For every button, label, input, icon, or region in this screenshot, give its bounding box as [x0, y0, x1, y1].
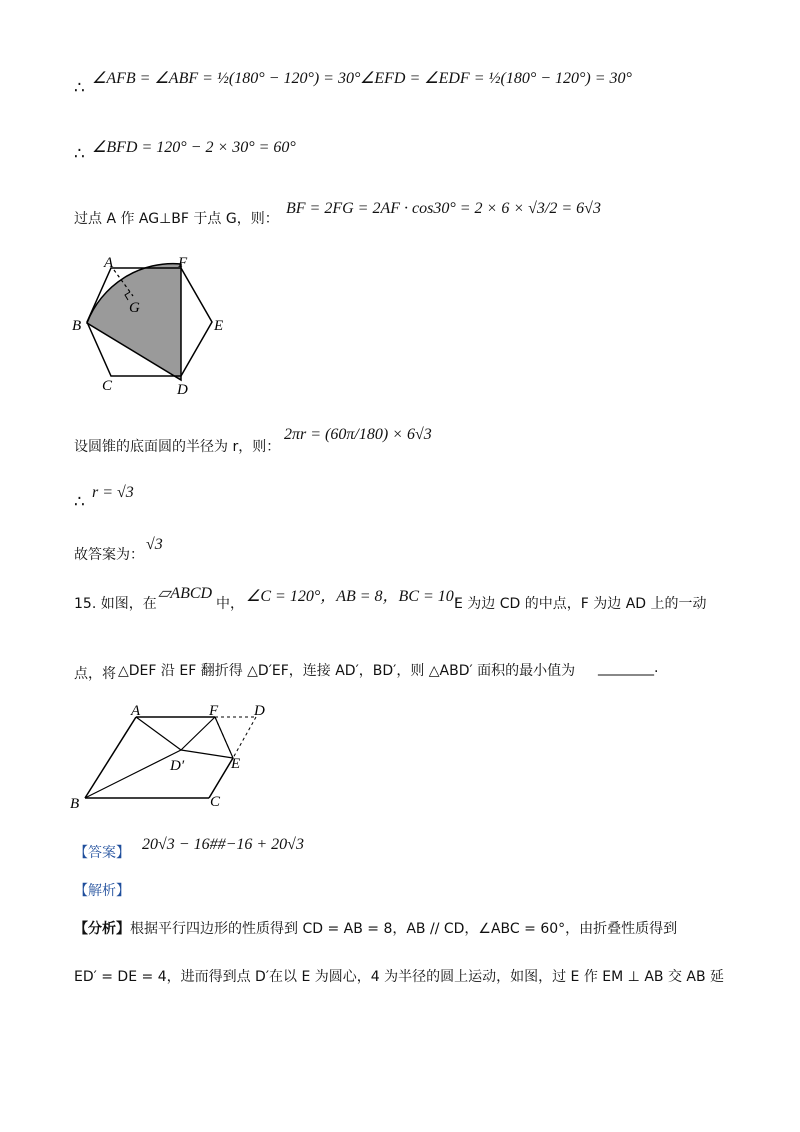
problem-text: 中， [216, 596, 244, 612]
therefore-symbol: ∴ [74, 492, 85, 512]
radius-setup-text: 设圆锥的底面圆的半径为 r，则： [74, 439, 281, 455]
problem-question: △DEF 沿 EF 翻折得 △D′EF，连接 AD′，BD′，则 △ABD′ 面积的最小值为 [118, 663, 576, 679]
shaded-sector [87, 264, 181, 380]
answer-prefix: 故答案为： [74, 547, 144, 563]
problem-text: 点，将 [74, 666, 116, 682]
segment-ad-prime [136, 717, 181, 750]
label-g: G [129, 300, 140, 316]
r-result: r = √3 [92, 484, 134, 501]
dashed-de [233, 717, 256, 758]
parallelogram-name: ▱ABCD [158, 585, 213, 602]
label-c: C [102, 378, 113, 394]
segment-fe [215, 717, 233, 758]
label-d: D [177, 382, 188, 398]
label-d: D [254, 703, 265, 719]
therefore-symbol: ∴ [74, 78, 85, 98]
segment-fd-prime [181, 717, 215, 750]
problem-text: E 为边 CD 的中点，F 为边 AD 上的一动 [454, 596, 707, 612]
label-d-prime: D′ [170, 758, 185, 774]
label-b: B [70, 796, 80, 812]
segment-d-prime-e [181, 750, 233, 758]
analysis-paragraph-2: ED′ = DE = 4，进而得到点 D′在以 E 为圆心，4 为半径的圆上运动，如图，过 E 作 EM ⊥ AB 交 AB 延 [74, 969, 725, 985]
answer-expression: 20√3 − 16##−16 + 20√3 [142, 836, 304, 853]
given-values: ∠C = 120°，AB = 8，BC = 10． [246, 588, 470, 605]
problem-number: 15. 如图，在 [74, 596, 157, 612]
answer-blank: ________. [598, 660, 659, 676]
bf-length-eq: BF = 2FG = 2AF · cos30° = 2 × 6 × √3/2 = 6√3 [286, 200, 601, 217]
analysis-paragraph-1: 根据平行四边形的性质得到 CD = AB = 8，AB // CD，∠ABC = 60°，由折叠性质得到 [130, 921, 678, 937]
parallelogram-figure [68, 700, 298, 815]
label-b: B [72, 318, 82, 334]
angle-eq-2: ∠EFD = ∠EDF = ½(180° − 120°) = 30° [360, 70, 632, 87]
analysis-sub-label: 【分析】 [74, 921, 130, 937]
arc-length-eq: 2πr = (60π/180) × 6√3 [284, 426, 432, 443]
side-ce [209, 758, 233, 798]
angle-eq-1: ∠AFB = ∠ABF = ½(180° − 120°) = 30° [92, 70, 361, 87]
answer-label: 【答案】 [74, 845, 130, 861]
therefore-symbol: ∴ [74, 144, 85, 164]
label-e: E [231, 756, 241, 772]
label-a: A [104, 255, 114, 271]
label-e: E [214, 318, 224, 334]
label-f: F [178, 255, 188, 271]
hexagon-figure [70, 250, 240, 400]
construction-text: 过点 A 作 AG⊥BF 于点 G，则： [74, 211, 279, 227]
label-a: A [131, 703, 141, 719]
label-f: F [209, 703, 219, 719]
analysis-label: 【解析】 [74, 883, 130, 899]
label-c: C [210, 794, 221, 810]
angle-bfd-eq: ∠BFD = 120° − 2 × 30° = 60° [92, 139, 296, 156]
answer-value: √3 [146, 536, 163, 553]
